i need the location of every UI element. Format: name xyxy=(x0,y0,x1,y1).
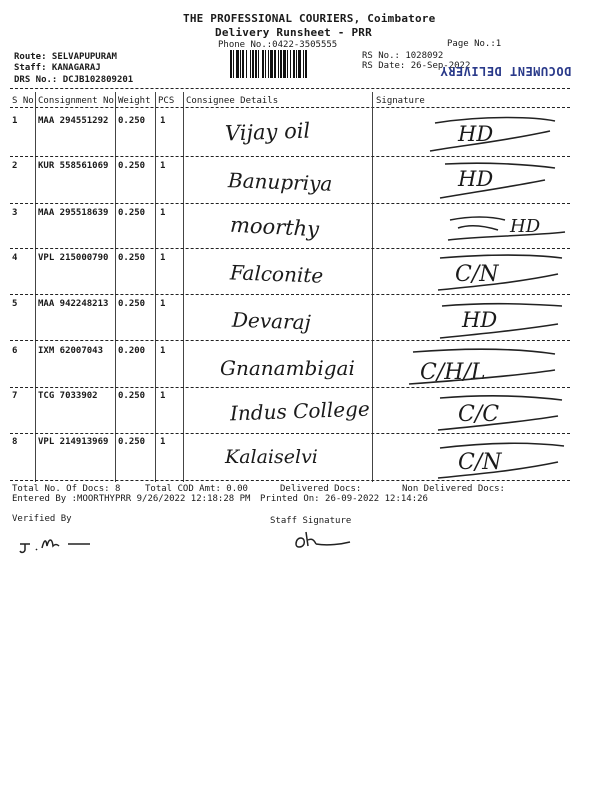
row-sno: 4 xyxy=(12,253,18,263)
col-signature: Signature xyxy=(376,96,425,106)
row-rule xyxy=(10,387,570,388)
col-weight: Weight xyxy=(118,96,151,106)
barcode-bar xyxy=(265,50,266,78)
row-pcs: 1 xyxy=(160,116,166,126)
row-consignee: Indus College xyxy=(229,396,371,426)
row-consignee: Falconite xyxy=(229,260,324,288)
row-consignee: Kalaiselvi xyxy=(225,446,318,468)
row-rule xyxy=(10,433,570,434)
barcode-bar xyxy=(298,50,301,78)
barcode-bar xyxy=(255,50,257,78)
rs-date: RS Date: 26-Sep-2022 xyxy=(362,61,471,71)
row-rule xyxy=(10,248,570,249)
verifier-signature xyxy=(18,534,98,556)
signature-scribble xyxy=(430,252,570,294)
row-consignment: MAA 294551292 xyxy=(38,116,109,126)
barcode-bar xyxy=(258,50,259,78)
drs-number: DRS No.: DCJB102809201 xyxy=(14,75,134,85)
row-consignee: Devaraj xyxy=(231,307,312,335)
barcode-bar xyxy=(268,50,269,78)
barcode-bar xyxy=(293,50,295,78)
total-docs: Total No. Of Docs: 8 xyxy=(12,484,121,494)
non-delivered-docs: Non Delivered Docs: xyxy=(402,484,505,494)
header-bottom-rule xyxy=(10,107,570,108)
row-pcs: 1 xyxy=(160,437,166,447)
row-signature: C/N xyxy=(458,450,502,475)
signature-scribble xyxy=(430,392,570,434)
barcode-bar xyxy=(270,50,273,78)
total-cod: Total COD Amt: 0.00 xyxy=(145,484,248,494)
barcode-bar xyxy=(230,50,232,78)
row-weight: 0.250 xyxy=(118,299,146,309)
col-consignment: Consignment No xyxy=(38,96,114,106)
col-divider xyxy=(155,92,156,482)
row-consignee: Vijay oil xyxy=(224,118,311,146)
entered-by: Entered By :MOORTHYPRR 9/26/2022 12:18:28 PM xyxy=(12,494,251,504)
page-number: Page No.:1 xyxy=(447,39,502,49)
row-rule xyxy=(10,156,570,157)
row-signature: HD xyxy=(510,216,541,237)
row-pcs: 1 xyxy=(160,208,166,218)
barcode-bar xyxy=(280,50,282,78)
barcode-bar xyxy=(290,50,291,78)
row-sno: 3 xyxy=(12,208,18,218)
barcode-bar xyxy=(240,50,241,78)
row-consignment: VPL 214913969 xyxy=(38,437,109,447)
col-divider xyxy=(115,92,116,482)
barcode-bar xyxy=(242,50,244,78)
row-sno: 8 xyxy=(12,437,18,447)
barcode-bar xyxy=(236,50,239,78)
printed-on: Printed On: 26-09-2022 12:14:26 xyxy=(260,494,428,504)
barcode-bar xyxy=(303,50,304,78)
row-sno: 2 xyxy=(12,161,18,171)
row-consignment: IXM 62007043 xyxy=(38,346,104,356)
phone-number: Phone No.:0422-3505555 xyxy=(218,40,338,50)
signature-scribble xyxy=(425,160,565,200)
row-weight: 0.250 xyxy=(118,208,146,218)
row-consignee: Banupriya xyxy=(227,168,333,196)
row-sno: 6 xyxy=(12,346,18,356)
barcode-bar xyxy=(252,50,254,78)
delivered-docs: Delivered Docs: xyxy=(280,484,362,494)
row-consignment: MAA 942248213 xyxy=(38,299,109,309)
barcode-bar xyxy=(305,50,307,78)
row-consignment: MAA 295518639 xyxy=(38,208,109,218)
row-signature: C/H/L xyxy=(420,360,486,385)
col-sno: S No xyxy=(12,96,34,106)
signature-scribble xyxy=(430,300,570,342)
row-rule xyxy=(10,203,570,204)
signature-scribble xyxy=(405,346,565,388)
row-weight: 0.200 xyxy=(118,346,146,356)
row-pcs: 1 xyxy=(160,346,166,356)
barcode-bar xyxy=(296,50,297,78)
row-sno: 1 xyxy=(12,116,18,126)
signature-scribble xyxy=(425,115,565,155)
col-divider xyxy=(372,92,373,482)
row-signature: C/C xyxy=(458,402,500,427)
row-consignment: KUR 558561069 xyxy=(38,161,109,171)
barcode-bar xyxy=(233,50,234,78)
staff-label: Staff: KANAGARAJ xyxy=(14,63,101,73)
row-weight: 0.250 xyxy=(118,253,146,263)
header-top-rule xyxy=(10,88,570,89)
rs-number: RS No.: 1028092 xyxy=(362,51,444,61)
barcode-bar xyxy=(274,50,276,78)
row-consignment: VPL 215000790 xyxy=(38,253,109,263)
row-weight: 0.250 xyxy=(118,161,146,171)
route-label: Route: SELVAPUPURAM xyxy=(14,52,117,62)
row-pcs: 1 xyxy=(160,391,166,401)
col-divider xyxy=(183,92,184,482)
runsheet-title: Delivery Runsheet - PRR xyxy=(215,26,372,39)
row-signature: HD xyxy=(458,167,494,191)
verified-by-label: Verified By xyxy=(12,514,72,524)
staff-signature-label: Staff Signature xyxy=(270,516,352,526)
barcode-bar xyxy=(246,50,247,78)
barcode-bar xyxy=(250,50,251,78)
row-signature: HD xyxy=(458,122,494,146)
row-pcs: 1 xyxy=(160,299,166,309)
row-consignee: moorthy xyxy=(229,212,320,242)
barcode-bar xyxy=(287,50,288,78)
row-weight: 0.250 xyxy=(118,437,146,447)
row-consignment: TCG 7033902 xyxy=(38,391,98,401)
row-signature: C/N xyxy=(455,262,499,287)
barcode xyxy=(230,50,358,78)
col-divider xyxy=(35,92,36,482)
barcode-bar xyxy=(278,50,279,78)
signature-scribble xyxy=(430,440,570,482)
row-consignee: Gnanambigai xyxy=(220,356,355,380)
signature-scribble xyxy=(440,208,570,248)
barcode-bar xyxy=(262,50,264,78)
col-pcs: PCS xyxy=(158,96,175,106)
row-pcs: 1 xyxy=(160,161,166,171)
row-signature: HD xyxy=(462,308,498,332)
row-rule xyxy=(10,480,570,481)
barcode-bar xyxy=(283,50,286,78)
staff-signature-mark xyxy=(292,528,362,554)
col-consignee: Consignee Details xyxy=(186,96,279,106)
row-weight: 0.250 xyxy=(118,391,146,401)
row-pcs: 1 xyxy=(160,253,166,263)
row-weight: 0.250 xyxy=(118,116,146,126)
row-sno: 5 xyxy=(12,299,18,309)
row-sno: 7 xyxy=(12,391,18,401)
row-rule xyxy=(10,294,570,295)
document-delivery-stamp: DOCUMENT DELIVERY xyxy=(440,64,572,78)
row-rule xyxy=(10,340,570,341)
company-title: THE PROFESSIONAL COURIERS, Coimbatore xyxy=(183,12,436,25)
